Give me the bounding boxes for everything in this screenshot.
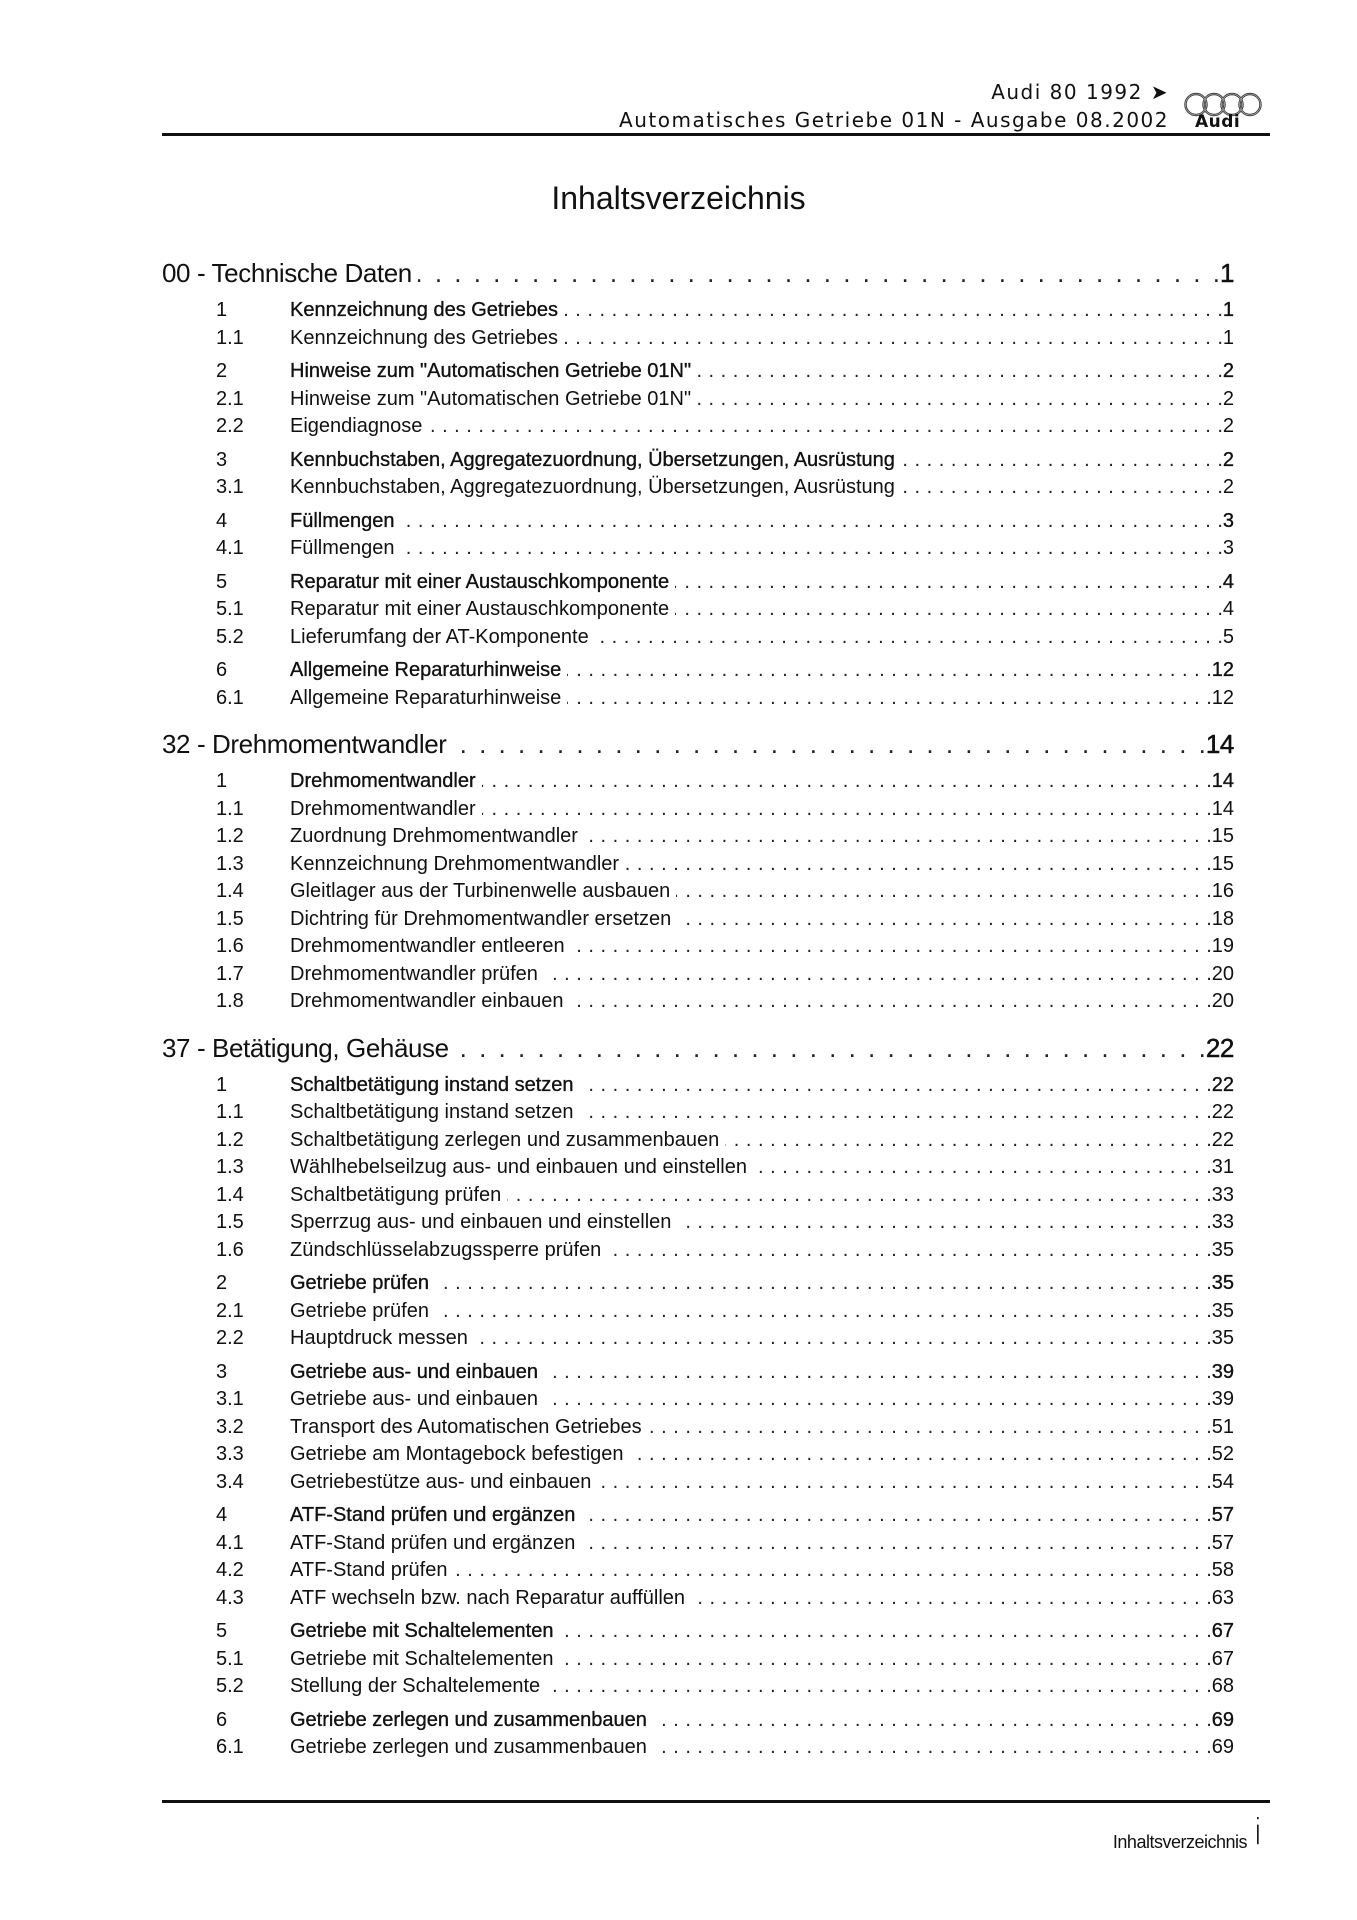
toc-number: 1.3 <box>216 1156 244 1178</box>
toc-label[interactable]: Zündschlüsselabzugssperre prüfen <box>290 1238 602 1261</box>
toc-page-number[interactable]: 15 <box>1211 825 1234 847</box>
dot-leader <box>584 823 1212 851</box>
toc-label[interactable]: Getriebe zerlegen und zusammenbauen <box>290 1708 647 1731</box>
toc-chapter-entry[interactable] <box>162 1707 1234 1735</box>
toc-label[interactable]: Füllmengen <box>290 509 395 532</box>
toc-subentry[interactable] <box>162 624 1234 652</box>
toc-label[interactable]: Reparatur mit einer Austauschkomponente <box>290 598 670 620</box>
toc-number: 3.1 <box>216 1388 244 1410</box>
toc-number: 3.2 <box>216 1415 244 1438</box>
toc-label[interactable]: Drehmomentwandler einbauen <box>290 990 564 1012</box>
toc-number: 3.1 <box>216 476 244 498</box>
toc-number: 4.3 <box>216 1586 244 1609</box>
toc-number: 5.2 <box>216 1675 244 1697</box>
toc-number: 5.1 <box>216 598 244 620</box>
toc-subentry[interactable] <box>162 1557 1234 1585</box>
toc-page-number[interactable]: 2 <box>1222 415 1234 437</box>
toc-label[interactable]: Hinweise zum "Automatischen Getriebe 01N" <box>290 360 692 382</box>
toc-page-number[interactable]: 12 <box>1211 686 1234 709</box>
dot-leader <box>482 796 1212 824</box>
dot-leader <box>482 768 1212 796</box>
toc-label[interactable]: Getriebestütze aus- und einbauen <box>290 1470 592 1493</box>
toc-label[interactable]: Kennbuchstaben, Aggregatezuordnung, Übersetzungen, Ausrüstung <box>290 448 895 471</box>
toc-number: 1.2 <box>216 825 244 847</box>
toc-number: 1.7 <box>216 962 244 985</box>
dot-leader <box>607 1237 1211 1265</box>
toc-label[interactable]: Kennzeichnung Drehmomentwandler <box>290 852 620 875</box>
toc-number: 1.1 <box>216 797 244 820</box>
toc-subentry[interactable] <box>162 1099 1234 1127</box>
toc-page-number[interactable]: 52 <box>1211 1443 1234 1465</box>
toc-page-number[interactable]: 35 <box>1211 1272 1234 1294</box>
toc-label[interactable]: Getriebe prüfen <box>290 1299 429 1322</box>
toc-number: 2 <box>216 360 228 382</box>
toc-number: 2.1 <box>216 387 244 410</box>
dot-leader <box>625 851 1212 879</box>
toc-page-number[interactable]: 3 <box>1222 537 1234 559</box>
toc-page-number[interactable]: 67 <box>1211 1620 1234 1642</box>
dot-leader <box>564 325 1223 353</box>
toc-page-number[interactable]: 69 <box>1211 1736 1234 1758</box>
dot-leader <box>559 1618 1211 1646</box>
toc-label[interactable]: Getriebe prüfen <box>290 1272 429 1294</box>
dot-leader <box>677 1209 1211 1237</box>
toc-subentry[interactable] <box>162 1209 1234 1237</box>
toc-number: 1.3 <box>216 852 244 875</box>
toc-chapter-entry[interactable] <box>162 657 1234 685</box>
dot-leader <box>544 961 1212 989</box>
toc-page-number[interactable]: 14 <box>1205 729 1234 759</box>
toc-number: 3.4 <box>216 1470 244 1493</box>
toc-page-number[interactable]: 39 <box>1211 1388 1234 1410</box>
dot-leader <box>453 726 1206 762</box>
dot-leader <box>753 1154 1212 1182</box>
toc-page-number[interactable]: 39 <box>1211 1360 1234 1383</box>
footer-label: Inhaltsverzeichnis <box>1112 1832 1247 1852</box>
dot-leader <box>546 1673 1212 1701</box>
toc-subentry[interactable] <box>162 961 1234 989</box>
toc-number: 4.2 <box>216 1559 244 1581</box>
toc-subentry[interactable] <box>162 474 1234 502</box>
toc-page-number[interactable]: 20 <box>1211 962 1234 985</box>
toc-page-number[interactable]: 35 <box>1211 1238 1234 1261</box>
toc-label[interactable]: Kennzeichnung des Getriebes <box>290 326 558 349</box>
toc-label[interactable]: Drehmomentwandler <box>290 770 476 792</box>
toc-label[interactable]: Eigendiagnose <box>290 415 423 437</box>
toc-subentry[interactable] <box>162 596 1234 624</box>
dot-leader <box>570 988 1212 1016</box>
toc-number: 4 <box>216 1504 228 1526</box>
toc-subentry[interactable] <box>162 1237 1234 1265</box>
toc-number: 4.1 <box>216 537 244 559</box>
dot-leader <box>653 1707 1212 1735</box>
toc-label[interactable]: Lieferumfang der AT-Komponente <box>290 625 589 648</box>
toc-label[interactable]: Getriebe am Montagebock befestigen <box>290 1443 624 1465</box>
toc-page-number[interactable]: 14 <box>1211 770 1234 792</box>
page-title: Inhaltsverzeichnis <box>551 180 806 216</box>
toc-number: 1.4 <box>216 1183 244 1206</box>
toc-number: 1.6 <box>216 1238 244 1261</box>
toc-label[interactable]: Getriebe aus- und einbauen <box>290 1360 538 1383</box>
toc-label[interactable]: ATF-Stand prüfen <box>290 1559 448 1581</box>
toc-subentry[interactable] <box>162 1182 1234 1210</box>
dot-leader <box>544 1386 1212 1414</box>
toc-subentry[interactable] <box>162 386 1234 414</box>
toc-chapter-entry[interactable] <box>162 447 1234 475</box>
toc-subentry[interactable] <box>162 906 1234 934</box>
toc-page-number[interactable]: 5 <box>1222 625 1234 648</box>
dot-leader <box>901 447 1223 475</box>
toc-chapter-entry[interactable] <box>162 1072 1234 1100</box>
toc-page-number[interactable]: 58 <box>1211 1559 1234 1581</box>
toc-section-heading[interactable] <box>162 255 1234 291</box>
dot-leader <box>648 1414 1212 1442</box>
dot-leader <box>435 1270 1212 1298</box>
toc-subentry[interactable] <box>162 1325 1234 1353</box>
toc-page-number[interactable]: 15 <box>1211 852 1234 875</box>
dot-leader <box>564 297 1223 325</box>
dot-leader <box>544 1359 1212 1387</box>
dot-leader <box>581 1530 1211 1558</box>
toc-subentry[interactable] <box>162 1469 1234 1497</box>
toc-label[interactable]: Füllmengen <box>290 537 395 559</box>
toc-page-number[interactable]: 2 <box>1222 476 1234 498</box>
toc-label[interactable]: Hinweise zum "Automatischen Getriebe 01N" <box>290 387 692 410</box>
toc-subentry[interactable] <box>162 1298 1234 1326</box>
toc-subentry[interactable] <box>162 823 1234 851</box>
toc-number: 5.2 <box>216 625 244 648</box>
toc-number: 6 <box>216 1708 228 1731</box>
toc-subentry[interactable] <box>162 1154 1234 1182</box>
toc-label[interactable]: Stellung der Schaltelemente <box>290 1675 541 1697</box>
toc-page-number[interactable]: 1 <box>1219 258 1234 288</box>
toc-label[interactable]: Allgemeine Reparaturhinweise <box>290 659 562 681</box>
toc-subentry[interactable] <box>162 1734 1234 1762</box>
toc-chapter-entry[interactable] <box>162 1618 1234 1646</box>
toc-page-number[interactable]: 35 <box>1211 1299 1234 1322</box>
toc-label[interactable]: Transport des Automatischen Getriebes <box>290 1415 642 1438</box>
toc-page-number[interactable]: 18 <box>1211 907 1234 930</box>
toc-label[interactable]: Getriebe zerlegen und zusammenbauen <box>290 1736 647 1758</box>
toc-number: 1.4 <box>216 880 244 902</box>
toc-section-heading[interactable] <box>162 1030 1234 1066</box>
toc-page-number[interactable]: 22 <box>1211 1073 1234 1096</box>
toc-page-number[interactable]: 16 <box>1211 880 1234 902</box>
toc-label[interactable]: Reparatur mit einer Austauschkomponente <box>290 570 670 593</box>
toc-number: 5 <box>216 1620 228 1642</box>
toc-label[interactable]: Kennbuchstaben, Aggregatezuordnung, Übersetzungen, Ausrüstung <box>290 476 895 498</box>
footer-page-number: i <box>1252 1812 1263 1853</box>
toc-label[interactable]: Schaltbetätigung instand setzen <box>290 1101 574 1123</box>
dot-leader <box>595 624 1223 652</box>
toc-label[interactable]: Getriebe mit Schaltelementen <box>290 1647 554 1670</box>
toc-label[interactable]: 32 - Drehmomentwandler <box>162 729 447 759</box>
toc-page-number[interactable]: 33 <box>1211 1183 1234 1206</box>
dot-leader <box>571 933 1212 961</box>
toc-number: 1.8 <box>216 990 244 1012</box>
audi-logo-text: Audi <box>1195 112 1241 132</box>
dot-leader <box>418 255 1220 291</box>
toc-page-number[interactable]: 20 <box>1211 990 1234 1012</box>
toc-page-number[interactable]: 4 <box>1222 598 1234 620</box>
toc-page-number[interactable]: 19 <box>1211 935 1234 957</box>
toc-label[interactable]: Hauptdruck messen <box>290 1327 468 1349</box>
toc-number: 1 <box>216 770 228 792</box>
toc-label[interactable]: Drehmomentwandler entleeren <box>290 935 565 957</box>
toc-page-number[interactable]: 22 <box>1211 1128 1234 1151</box>
toc-number: 1.1 <box>216 1101 244 1123</box>
toc-number: 1.6 <box>216 935 244 957</box>
header-rule <box>162 133 1270 136</box>
dot-leader <box>567 685 1211 713</box>
toc-number: 3 <box>216 1360 228 1383</box>
dot-leader <box>653 1734 1212 1762</box>
toc-subentry[interactable] <box>162 796 1234 824</box>
toc-chapter-entry[interactable] <box>162 508 1234 536</box>
toc-page-number[interactable]: 12 <box>1211 659 1234 681</box>
dot-leader <box>567 657 1211 685</box>
toc-label[interactable]: Dichtring für Drehmomentwandler ersetzen <box>290 907 672 930</box>
dot-leader <box>559 1646 1211 1674</box>
toc-page-number[interactable]: 14 <box>1211 797 1234 820</box>
toc-label[interactable]: Sperrzug aus- und einbauen und einstellen <box>290 1211 672 1233</box>
toc-number: 6 <box>216 659 228 681</box>
toc-subentry[interactable] <box>162 1127 1234 1155</box>
toc-number: 2.2 <box>216 1327 244 1349</box>
toc-page-number[interactable]: 57 <box>1211 1531 1234 1554</box>
dot-leader <box>401 535 1223 563</box>
toc-label[interactable]: 00 - Technische Daten <box>162 258 412 288</box>
toc-label[interactable]: Schaltbetätigung prüfen <box>290 1183 502 1206</box>
toc-page-number[interactable]: 2 <box>1222 360 1234 382</box>
toc-number: 1 <box>216 299 228 321</box>
toc-number: 3.3 <box>216 1443 244 1465</box>
toc-subentry[interactable] <box>162 1441 1234 1469</box>
dot-leader <box>697 358 1223 386</box>
toc-number: 5.1 <box>216 1647 244 1670</box>
dot-leader <box>597 1469 1211 1497</box>
dot-leader <box>474 1325 1212 1353</box>
toc-page-number[interactable]: 3 <box>1222 509 1234 532</box>
dot-leader <box>675 569 1223 597</box>
toc-chapter-entry[interactable] <box>162 358 1234 386</box>
dot-leader <box>580 1099 1212 1127</box>
toc-chapter-entry[interactable] <box>162 1270 1234 1298</box>
toc-label[interactable]: Wählhebelseilzug aus- und einbauen und einstellen <box>290 1156 747 1178</box>
footer-rule <box>162 1800 1270 1803</box>
toc-subentry[interactable] <box>162 988 1234 1016</box>
toc-chapter-entry[interactable] <box>162 768 1234 796</box>
toc-page-number[interactable]: 22 <box>1211 1101 1234 1123</box>
toc-page-number[interactable]: 4 <box>1222 570 1234 593</box>
toc-subentry[interactable] <box>162 413 1234 441</box>
toc-subentry[interactable] <box>162 685 1234 713</box>
dot-leader <box>677 906 1211 934</box>
dot-leader <box>901 474 1223 502</box>
toc-label[interactable]: ATF-Stand prüfen und ergänzen <box>290 1531 576 1554</box>
dot-leader <box>697 386 1223 414</box>
toc-number: 2 <box>216 1272 228 1294</box>
toc-number: 3 <box>216 448 228 471</box>
toc-subentry[interactable] <box>162 1673 1234 1701</box>
toc-subentry[interactable] <box>162 933 1234 961</box>
toc-subentry[interactable] <box>162 1646 1234 1674</box>
toc-number: 5 <box>216 570 228 593</box>
toc-page-number[interactable]: 1 <box>1222 326 1234 349</box>
toc-number: 1 <box>216 1073 228 1096</box>
dot-leader <box>435 1298 1212 1326</box>
toc-page-number[interactable]: 63 <box>1211 1586 1234 1609</box>
toc-number: 1.2 <box>216 1128 244 1151</box>
toc-chapter-entry[interactable] <box>162 1502 1234 1530</box>
dot-leader <box>675 596 1223 624</box>
dot-leader <box>507 1182 1211 1210</box>
toc-page-number[interactable]: 57 <box>1211 1504 1234 1526</box>
toc-number: 1.1 <box>216 326 244 349</box>
toc-number: 4.1 <box>216 1531 244 1554</box>
header-model: Audi 80 1992 ➤ <box>991 80 1169 104</box>
toc-subentry[interactable] <box>162 878 1234 906</box>
toc-label[interactable]: Zuordnung Drehmomentwandler <box>290 825 578 847</box>
toc-label[interactable]: Getriebe aus- und einbauen <box>290 1388 538 1410</box>
toc-page-number[interactable]: 22 <box>1205 1032 1234 1063</box>
dot-leader <box>580 1072 1212 1100</box>
toc-page-number[interactable]: 67 <box>1211 1647 1234 1670</box>
header-subtitle: Automatisches Getriebe 01N - Ausgabe 08.2002 <box>619 108 1169 132</box>
toc-label[interactable]: Getriebe mit Schaltelementen <box>290 1620 554 1642</box>
toc-label[interactable]: Schaltbetätigung zerlegen und zusammenbauen <box>290 1128 720 1151</box>
dot-leader <box>630 1441 1212 1469</box>
toc-label[interactable]: Schaltbetätigung instand setzen <box>290 1073 574 1096</box>
toc-chapter-entry[interactable] <box>162 569 1234 597</box>
toc-chapter-entry[interactable] <box>162 297 1234 325</box>
toc-label[interactable]: 37 - Betätigung, Gehäuse <box>162 1032 449 1063</box>
toc-subentry[interactable] <box>162 1585 1234 1613</box>
dot-leader <box>428 413 1223 441</box>
toc-label[interactable]: Allgemeine Reparaturhinweise <box>290 686 562 709</box>
dot-leader <box>676 878 1212 906</box>
toc-number: 6.1 <box>216 1736 244 1758</box>
toc-number: 2.2 <box>216 415 244 437</box>
toc-number: 4 <box>216 509 228 532</box>
dot-leader <box>453 1557 1211 1585</box>
table-of-contents <box>162 255 1234 1762</box>
toc-label[interactable]: Drehmomentwandler <box>290 797 476 820</box>
toc-page-number[interactable]: 2 <box>1222 448 1234 471</box>
toc-number: 1.5 <box>216 1211 244 1233</box>
toc-number: 1.5 <box>216 907 244 930</box>
toc-page-number[interactable]: 68 <box>1211 1675 1234 1697</box>
toc-label[interactable]: ATF-Stand prüfen und ergänzen <box>290 1504 576 1526</box>
dot-leader <box>401 508 1223 536</box>
toc-label[interactable]: ATF wechseln bzw. nach Reparatur auffüllen <box>290 1586 686 1609</box>
toc-page-number[interactable]: 35 <box>1211 1327 1234 1349</box>
toc-label[interactable]: Gleitlager aus der Turbinenwelle ausbauen <box>290 880 671 902</box>
dot-leader <box>455 1030 1206 1066</box>
toc-page-number[interactable]: 69 <box>1211 1708 1234 1731</box>
dot-leader <box>581 1502 1211 1530</box>
toc-page-number[interactable]: 2 <box>1222 387 1234 410</box>
toc-chapter-entry[interactable] <box>162 1359 1234 1387</box>
toc-page-number[interactable]: 33 <box>1211 1211 1234 1233</box>
toc-page-number[interactable]: 1 <box>1222 299 1234 321</box>
toc-subentry[interactable] <box>162 535 1234 563</box>
toc-number: 2.1 <box>216 1299 244 1322</box>
dot-leader <box>725 1127 1212 1155</box>
toc-section-heading[interactable] <box>162 726 1234 762</box>
dot-leader <box>691 1585 1212 1613</box>
toc-subentry[interactable] <box>162 851 1234 879</box>
toc-page-number[interactable]: 31 <box>1211 1156 1234 1178</box>
toc-page-number[interactable]: 54 <box>1211 1470 1234 1493</box>
toc-label[interactable]: Kennzeichnung des Getriebes <box>290 299 558 321</box>
toc-subentry[interactable] <box>162 1386 1234 1414</box>
toc-page-number[interactable]: 51 <box>1211 1415 1234 1438</box>
toc-label[interactable]: Drehmomentwandler prüfen <box>290 962 538 985</box>
toc-subentry[interactable] <box>162 1530 1234 1558</box>
toc-subentry[interactable] <box>162 1414 1234 1442</box>
toc-subentry[interactable] <box>162 325 1234 353</box>
toc-number: 6.1 <box>216 686 244 709</box>
